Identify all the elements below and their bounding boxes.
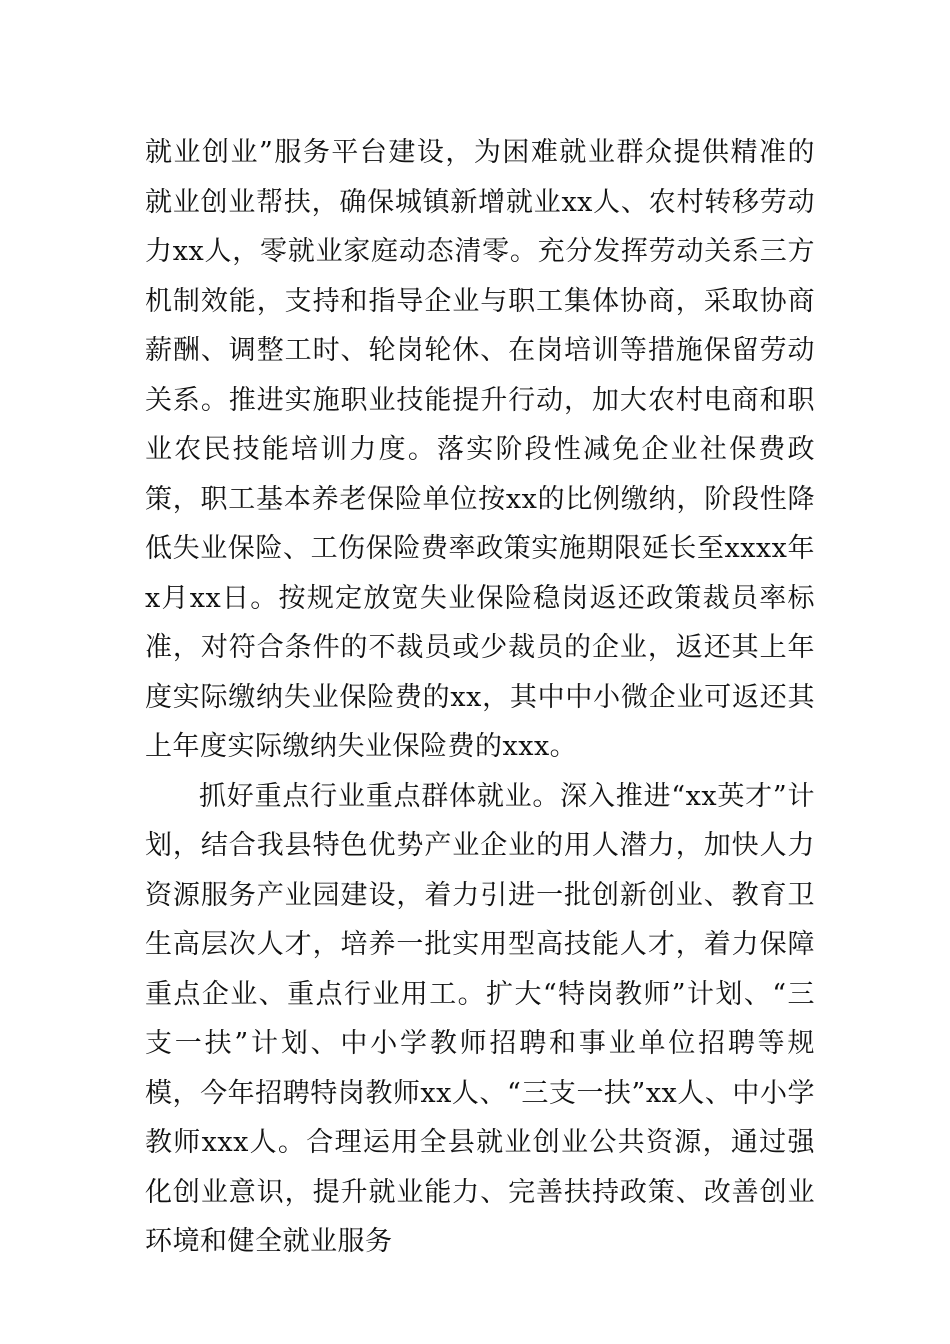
paragraph-key-industries-employment: 抓好重点行业重点群体就业。深入推进“xx英才”计划，结合我县特色优势产业企业的用人潜力，加快人力资源服务产业园建设，着力引进一批创新创业、教育卫生高层次人才，培养一批实用型高技能人才，着力保障重点企业、重点行业用工。扩大“特岗教师”计划、“三支一扶”计划、中小学教师招聘和事业单位招聘等规模，今年招聘特岗教师xx人、“三支一扶”xx人、中小学教师xxx人。合理运用全县就业创业公共资源，通过强化创业意识，提升就业能力、完善扶持政策、改善创业环境和健全就业服务: [145, 780, 815, 1257]
document-body: [145, 128, 815, 1267]
paragraph-continued: 就业创业”服务平台建设，为困难就业群众提供精准的就业创业帮扶，确保城镇新增就业xx人、农村转移劳动力xx人，零就业家庭动态清零。充分发挥劳动关系三方机制效能，支持和指导企业与职工集体协商，采取协商薪酬、调整工时、轮岗轮休、在岗培训等措施保留劳动关系。推进实施职业技能提升行动，加大农村电商和职业农民技能培训力度。落实阶段性减免企业社保费政策，职工基本养老保险单位按xx的比例缴纳，阶段性降低失业保险、工伤保险费率政策实施期限延长至xxxx年x月xx日。按规定放宽失业保险稳岗返还政策裁员率标准，对符合条件的不裁员或少裁员的企业，返还其上年度实际缴纳失业保险费的xx，其中中小微企业可返还其上年度实际缴纳失业保险费的xxx。: [145, 137, 815, 762]
